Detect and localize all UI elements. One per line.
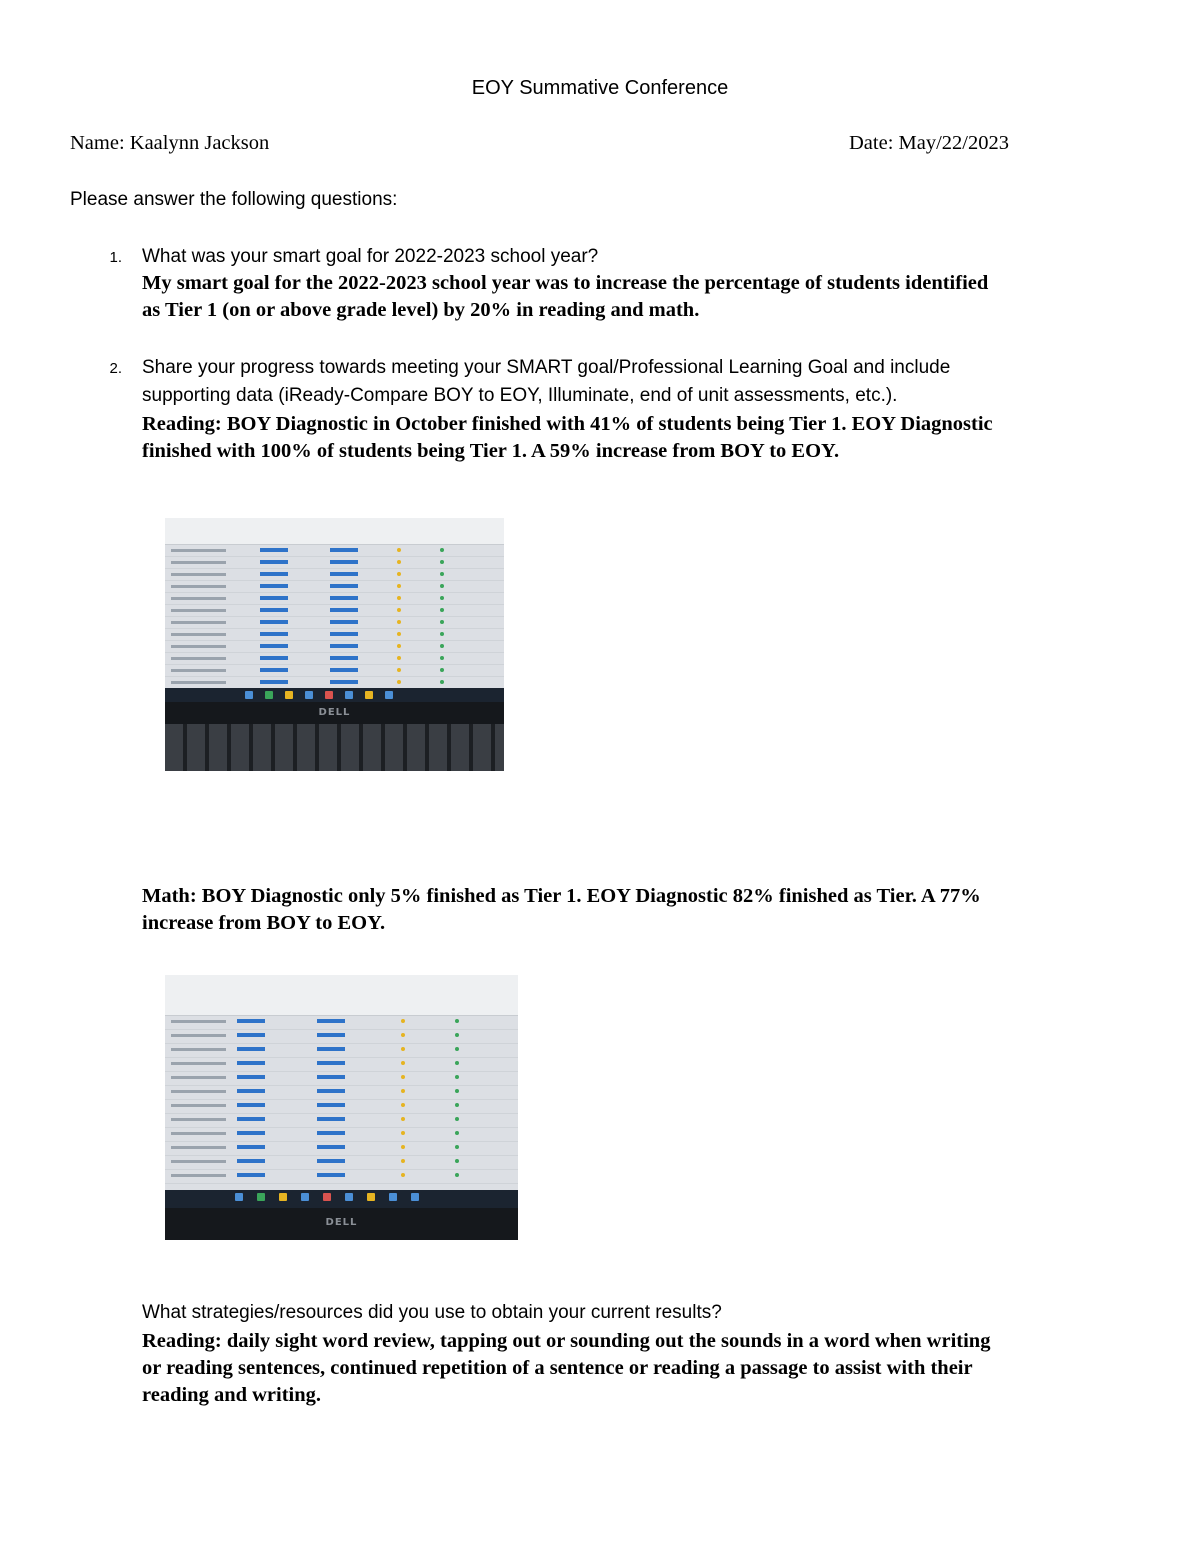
reading-progress-line: Reading: BOY Diagnostic in October finished with 41% of students being Tier 1. EOY Diagnostic	[142, 413, 993, 435]
math-data-photo	[165, 975, 518, 1240]
question-2-text-line: Share your progress towards meeting your SMART goal/Professional Learning Goal and include	[142, 357, 951, 378]
document-title: EOY Summative Conference	[471, 77, 729, 99]
laptop-bezel	[165, 1208, 518, 1240]
question-1-answer-line: as Tier 1 (on or above grade level) by 20% in reading and math.	[142, 299, 700, 321]
question-3-text: What strategies/resources did you use to obtain your current results?	[142, 1302, 722, 1323]
question-3-answer-line: or reading sentences, continued repetition of a sentence or reading a passage to assist with their	[142, 1357, 973, 1379]
instructions: Please answer the following questions:	[70, 189, 398, 210]
taskbar	[165, 688, 504, 702]
math-progress-line: Math: BOY Diagnostic only 5% finished as Tier 1. EOY Diagnostic 82% finished as Tier. A 77%	[142, 885, 981, 907]
question-2-text-line: supporting data (iReady-Compare BOY to EOY, Illuminate, end of unit assessments, etc.).	[142, 385, 898, 406]
dell-logo: DELL	[318, 707, 351, 718]
question-1-answer-line: My smart goal for the 2022-2023 school year was to increase the percentage of students identified	[142, 272, 989, 294]
question-3-answer-line: Reading: daily sight word review, tapping out or sounding out the sounds in a word when writing	[142, 1330, 991, 1352]
date-line: Date: May/22/2023	[849, 132, 1009, 154]
dell-logo: DELL	[325, 1217, 358, 1228]
reading-data-photo	[165, 518, 504, 771]
name-line: Name: Kaalynn Jackson	[70, 132, 270, 154]
question-2-number: 2.	[109, 360, 122, 377]
math-progress-line: increase from BOY to EOY.	[142, 912, 386, 934]
question-1-text: What was your smart goal for 2022-2023 school year?	[142, 246, 599, 267]
keyboard	[165, 724, 504, 771]
reading-progress-line: finished with 100% of students being Tier 1. A 59% increase from BOY to EOY.	[142, 440, 840, 462]
taskbar	[165, 1190, 518, 1208]
laptop-screen	[165, 975, 518, 1190]
question-3-answer-line: reading and writing.	[142, 1384, 322, 1406]
laptop-screen	[165, 518, 504, 688]
question-1-number: 1.	[109, 249, 122, 266]
laptop-bezel	[165, 702, 504, 724]
